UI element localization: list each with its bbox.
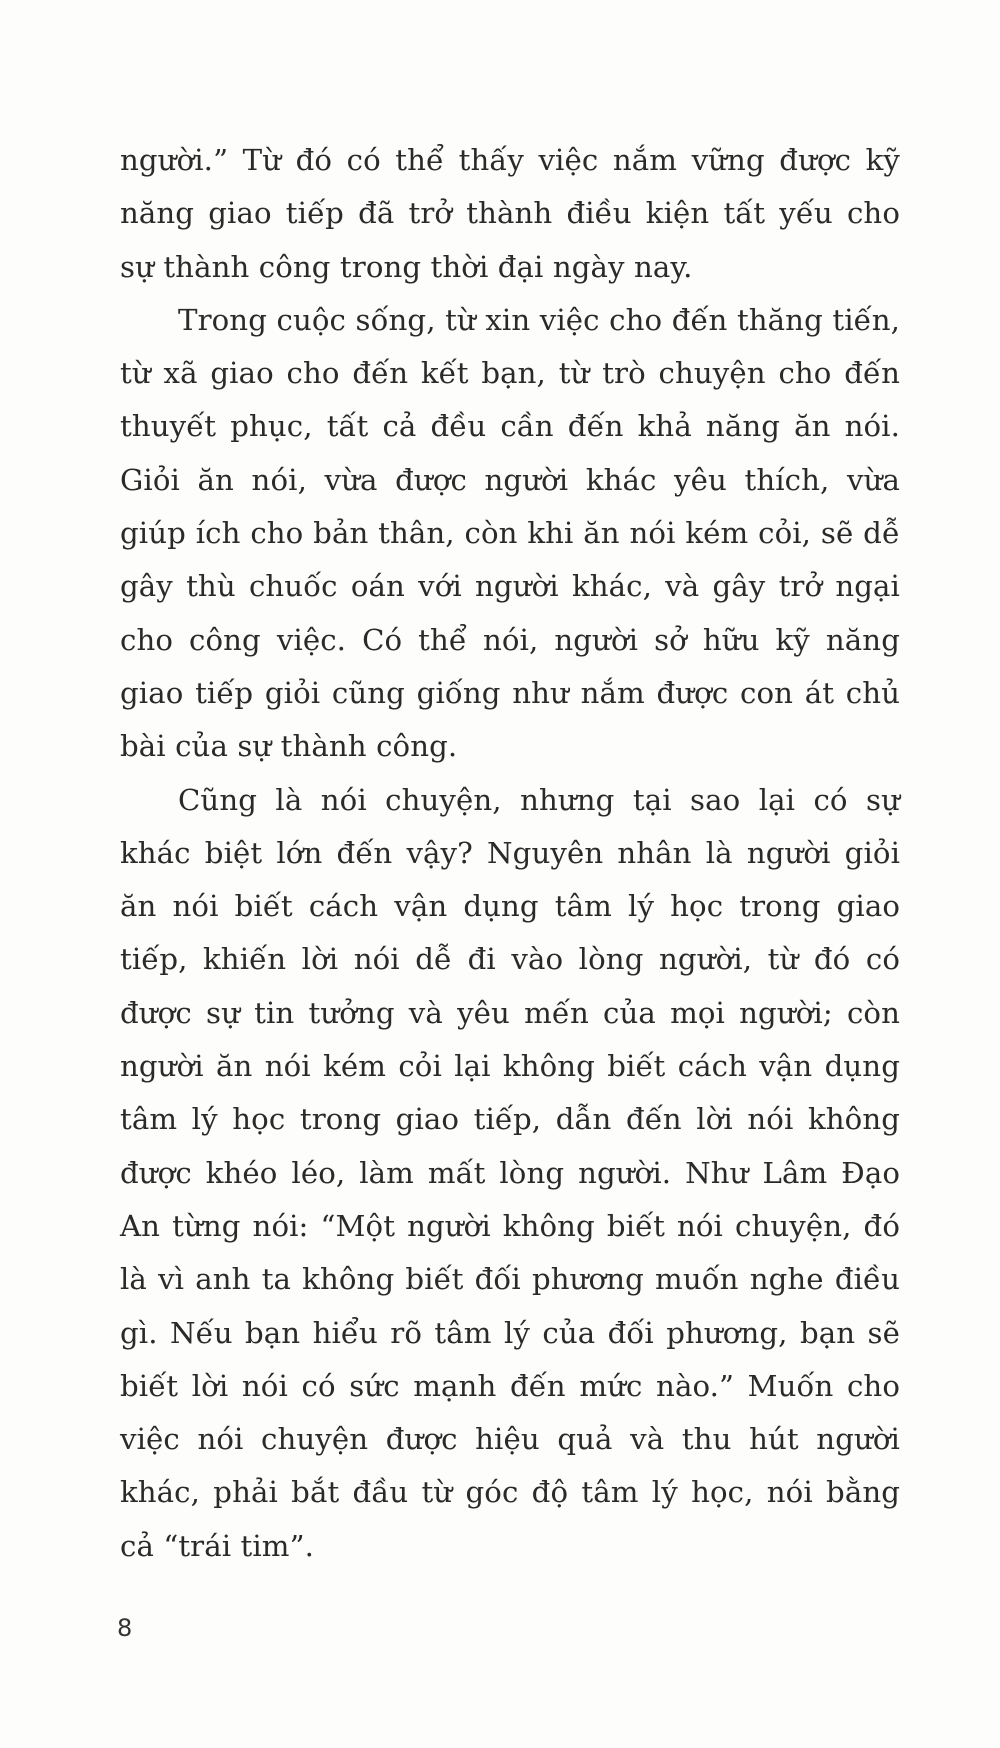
text-line: được khéo léo, làm mất lòng người. Như Lâm Đạo	[120, 1155, 900, 1190]
text-line: Trong cuộc sống, từ xin việc cho đến thăng tiến,	[178, 302, 900, 337]
text-line: biết lời nói có sức mạnh đến mức nào.” Muốn cho	[120, 1368, 900, 1403]
text-line: Giỏi ăn nói, vừa được người khác yêu thích, vừa	[120, 462, 900, 497]
text-line: năng giao tiếp đã trở thành điều kiện tất yếu cho	[120, 196, 900, 231]
text-line: giúp ích cho bản thân, còn khi ăn nói kém cỏi, sẽ dễ	[120, 516, 900, 551]
text-line: khác biệt lớn đến vậy? Nguyên nhân là người giỏi	[120, 835, 900, 870]
text-line: khác, phải bắt đầu từ góc độ tâm lý học, nói bằng	[120, 1475, 900, 1510]
text-line: được sự tin tưởng và yêu mến của mọi người; còn	[120, 995, 900, 1030]
text-line: người.” Từ đó có thể thấy việc nắm vững được kỹ	[120, 143, 900, 177]
text-line: là vì anh ta không biết đối phương muốn nghe điều	[120, 1262, 900, 1297]
text-line: Cũng là nói chuyện, nhưng tại sao lại có sự	[178, 782, 900, 817]
text-line: sự thành công trong thời đại ngày nay.	[120, 249, 693, 284]
text-line: người ăn nói kém cỏi lại không biết cách vận dụng	[120, 1049, 900, 1084]
text-line: bài của sự thành công.	[120, 729, 458, 764]
text-line: việc nói chuyện được hiệu quả và thu hút người	[120, 1422, 900, 1457]
text-line: giao tiếp giỏi cũng giống như nắm được con át chủ	[120, 675, 900, 710]
text-line: ăn nói biết cách vận dụng tâm lý học trong giao	[120, 889, 900, 924]
paragraph-2	[120, 294, 900, 774]
page-number: 8	[117, 1614, 133, 1642]
text-line: tiếp, khiến lời nói dễ đi vào lòng người, từ đó có	[120, 942, 900, 977]
text-line: từ xã giao cho đến kết bạn, từ trò chuyện cho đến	[120, 356, 900, 391]
text-line: gì. Nếu bạn hiểu rõ tâm lý của đối phương, bạn sẽ	[120, 1315, 900, 1350]
body-text	[120, 134, 900, 1573]
paragraph-3	[120, 774, 900, 1573]
text-line: thuyết phục, tất cả đều cần đến khả năng ăn nói.	[120, 409, 900, 444]
text-line: An từng nói: “Một người không biết nói chuyện, đó	[120, 1208, 900, 1243]
text-line: tâm lý học trong giao tiếp, dẫn đến lời nói không	[120, 1102, 900, 1137]
text-line: cho công việc. Có thể nói, người sở hữu kỹ năng	[120, 622, 900, 657]
text-line: gây thù chuốc oán với người khác, và gây trở ngại	[120, 569, 900, 604]
paragraph-1	[120, 134, 900, 294]
text-line: cả “trái tim”.	[120, 1528, 314, 1563]
